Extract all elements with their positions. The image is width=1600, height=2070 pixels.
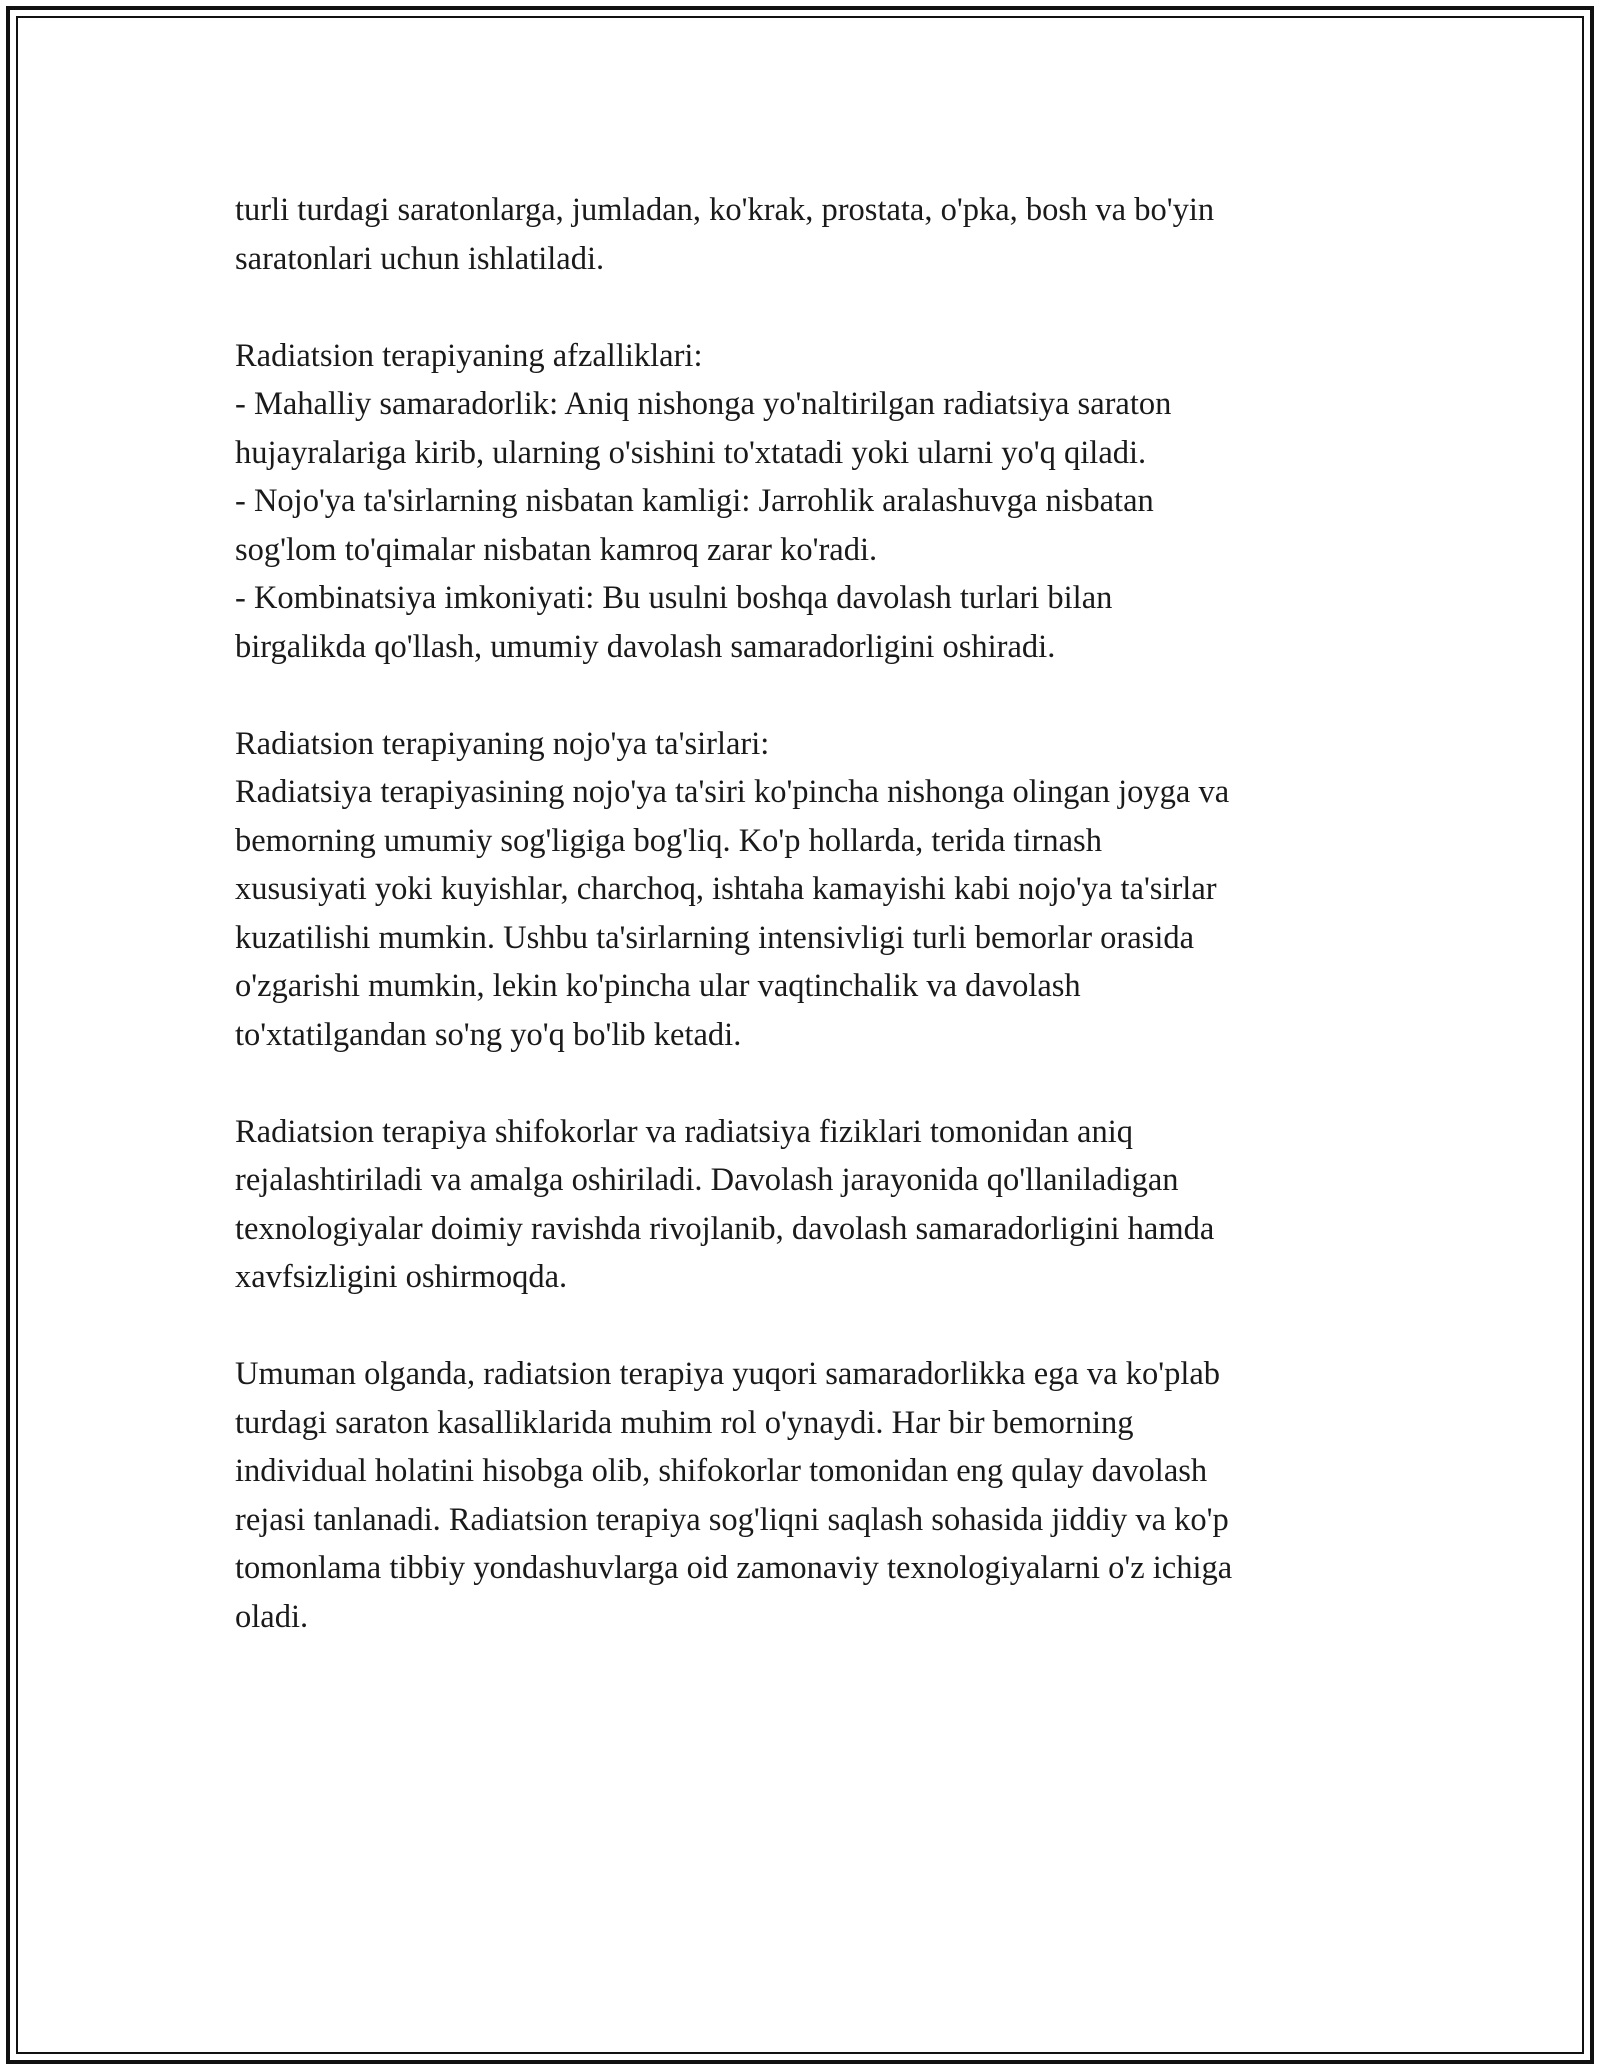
text-line: Radiatsion terapiya shifokorlar va radiatsiya fiziklari tomonidan aniq bbox=[235, 1113, 1133, 1150]
text-line: - Nojo'ya ta'sirlarning nisbatan kamligi: Jarrohlik aralashuvga nisbatan bbox=[235, 483, 1154, 519]
paragraph-3 bbox=[235, 720, 1375, 1060]
text-line: rejasi tanlanadi. Radiatsion terapiya sog'liqni saqlash sohasida jiddiy va ko'p bbox=[235, 1501, 1229, 1538]
text-line: kuzatilishi mumkin. Ushbu ta'sirlarning intensivligi turli bemorlar orasida bbox=[235, 919, 1195, 956]
paragraph-1 bbox=[235, 186, 1375, 283]
text-line: to'xtatilgandan so'ng yo'q bo'lib ketadi. bbox=[235, 1016, 742, 1053]
text-line: - Mahalliy samaradorlik: Aniq nishonga yo'naltirilgan radiatsiya saraton bbox=[235, 386, 1172, 422]
paragraph-4 bbox=[235, 1108, 1375, 1302]
text-line: texnologiyalar doimiy ravishda rivojlanib, davolash samaradorligini hamda bbox=[235, 1210, 1215, 1247]
text-line: rejalashtiriladi va amalga oshiriladi. Davolash jarayonida qo'llaniladigan bbox=[235, 1162, 1179, 1198]
text-line: birgalikda qo'llash, umumiy davolash samaradorligini oshiradi. bbox=[235, 628, 1056, 665]
text-line: turdagi saraton kasalliklarida muhim rol o'ynaydi. Har bir bemorning bbox=[235, 1404, 1134, 1441]
text-line: Umuman olganda, radiatsion terapiya yuqori samaradorlikka ega va ko'plab bbox=[235, 1356, 1221, 1392]
section-heading: Radiatsion terapiyaning afzalliklari: bbox=[235, 337, 703, 374]
text-line: saratonlari uchun ishlatiladi. bbox=[235, 240, 605, 277]
text-line: o'zgarishi mumkin, lekin ko'pincha ular vaqtinchalik va davolash bbox=[235, 968, 1081, 1004]
text-line: tomonlama tibbiy yondashuvlarga oid zamonaviy texnologiyalarni o'z ichiga bbox=[235, 1550, 1233, 1586]
text-line: - Kombinatsiya imkoniyati: Bu usulni boshqa davolash turlari bilan bbox=[235, 580, 1113, 616]
text-line: xavfsizligini oshirmoqda. bbox=[235, 1259, 568, 1295]
text-line: sog'lom to'qimalar nisbatan kamroq zarar ko'radi. bbox=[235, 531, 878, 568]
text-line: individual holatini hisobga olib, shifokorlar tomonidan eng qulay davolash bbox=[235, 1453, 1208, 1489]
text-line: turli turdagi saratonlarga, jumladan, ko'krak, prostata, o'pka, bosh va bo'yin bbox=[235, 192, 1215, 228]
paragraph-spacer bbox=[235, 1302, 1375, 1351]
paragraph-spacer bbox=[235, 283, 1375, 332]
text-line: Radiatsiya terapiyasining nojo'ya ta'siri ko'pincha nishonga olingan joyga va bbox=[235, 774, 1230, 810]
text-line: oladi. bbox=[235, 1598, 309, 1635]
paragraph-spacer bbox=[235, 1059, 1375, 1108]
text-line: hujayralariga kirib, ularning o'sishini to'xtatadi yoki ularni yo'q qiladi. bbox=[235, 434, 1147, 471]
paragraph-5 bbox=[235, 1350, 1375, 1641]
paragraph-spacer bbox=[235, 671, 1375, 720]
paragraph-2 bbox=[235, 332, 1375, 672]
text-line: bemorning umumiy sog'ligiga bog'liq. Ko'p hollarda, terida tirnash bbox=[235, 822, 1102, 859]
document-body bbox=[235, 186, 1375, 1641]
text-line: xususiyati yoki kuyishlar, charchoq, ishtaha kamayishi kabi nojo'ya ta'sirlar bbox=[235, 871, 1217, 907]
section-heading: Radiatsion terapiyaning nojo'ya ta'sirlari: bbox=[235, 725, 770, 762]
